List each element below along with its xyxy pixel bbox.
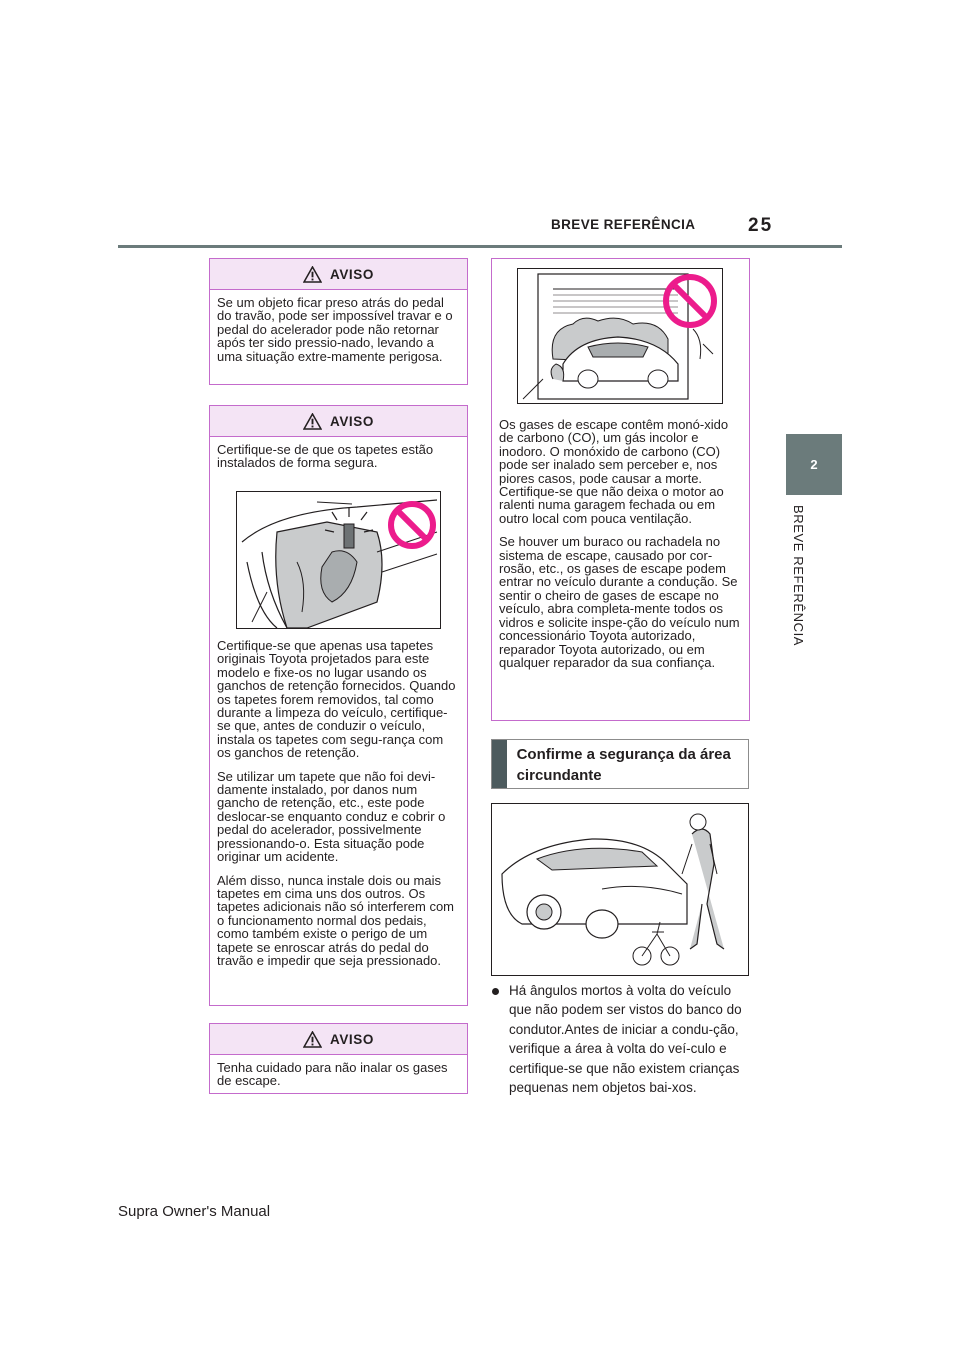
prohibition-icon (387, 500, 437, 550)
warning-heading: AVISO (329, 266, 374, 282)
exhaust-continuation-box (491, 258, 750, 721)
warning-intro: Certifique-se de que os tapetes estão instalados de forma segura. (217, 442, 434, 471)
warning-text: Tenha cuidado para não inalar os gases de escape. (217, 1060, 448, 1089)
warning-box-brake-pedal (209, 258, 468, 385)
floor-mat-illustration (236, 491, 441, 629)
chapter-number: 2 (810, 457, 818, 472)
warning-header (210, 1024, 467, 1055)
surroundings-illustration (491, 803, 749, 976)
list-item (492, 981, 752, 1097)
chapter-side-label (786, 505, 810, 665)
warning-box-floor-mats (209, 405, 468, 1006)
warning-box-exhaust (209, 1023, 468, 1094)
warning-paragraph: Certifique-se que apenas usa tapetes originais Toyota projetados para este modelo e fixe-os no lugar usando os ganchos de retenção fornecidos. Quando os tapetes forem removidos, tal como durante a limpeza do veículo, certifique-se que, antes de conduzir o veículo, instala os tapetes com segu-rança com os ganchos de retenção. (217, 638, 456, 761)
warning-paragraph: Além disso, nunca instale dois ou mais tapetes em cima uns dos outros. Os tapetes adicionais não só interferem com o funcionamento normal dos pedais, como também existe o perigo de um tapete se enroscar atrás do pedal do travão e impedir que seja pressionado. (217, 872, 455, 968)
warning-header (210, 259, 467, 290)
footer-manual-title: Supra Owner's Manual (118, 1203, 271, 1220)
bullet-icon (492, 988, 499, 995)
header-section-title: BREVE REFERÊNCIA (551, 217, 696, 232)
section-heading-surroundings (491, 739, 749, 789)
bullet-text: Há ângulos mortos à volta do veículo que não podem ser vistos do banco do condutor.Antes de iniciar a condu-ção, verifique a área à volta do veí-culo e certifique-se que não existem crianças pequenas nem objetos bai-xos. (509, 983, 742, 1096)
exhaust-paragraph: Se houver um buraco ou rachadela no sistema de escape, causado por cor-rosão, etc., os gases de escape podem entrar no veículo durante a condução. Se sentir o cheiro de gases de escape no veículo, abra completa-mente todos os vidros e solicite inspe-ção do veículo num concessionário Toyota autorizado, reparador Toyota autorizado, ou em qualquer reparador da sua confiança. (499, 534, 740, 670)
garage-exhaust-illustration (517, 268, 723, 404)
warning-paragraph: Se utilizar um tapete que não foi devi-damente instalado, por danos num gancho de retenção, etc., este pode deslocar-se enquanto conduz e cobrir o pedal do acelerador, possivelmente pressionando-o. Esta situação pode originar um acidente. (217, 768, 446, 865)
chapter-label: BREVE REFERÊNCIA (791, 505, 806, 647)
page-number: 25 (748, 215, 774, 236)
car-child-drawing (492, 804, 748, 975)
section-bar (492, 740, 507, 788)
warning-triangle-icon (303, 266, 322, 283)
exhaust-paragraph: Os gases de escape contêm monó-xido de carbono (CO), um gás incolor e inodoro. O monóxido de carbono (CO) pode ser inalado sem perceber e, nos piores casos, pode causar a morte. Certifique-se que não deixa o motor ao ralenti numa garagem fechada ou em outro local com pouca ventilação. (499, 417, 729, 526)
prohibition-icon (662, 273, 718, 329)
warning-header (210, 406, 467, 437)
header-rule (118, 245, 842, 248)
chapter-tab[interactable] (786, 434, 842, 495)
warning-heading: AVISO (329, 413, 374, 429)
warning-triangle-icon (303, 1031, 322, 1048)
warning-text: Se um objeto ficar preso atrás do pedal do travão, pode ser impossível travar e o pedal do acelerador pode não retornar após ter sido pressio-nado, levando a uma situação extre-mamente perigosa. (217, 295, 453, 364)
warning-heading: AVISO (329, 1031, 374, 1047)
warning-triangle-icon (303, 413, 322, 430)
section-title: Confirme a segurança da área circundante (516, 746, 731, 784)
